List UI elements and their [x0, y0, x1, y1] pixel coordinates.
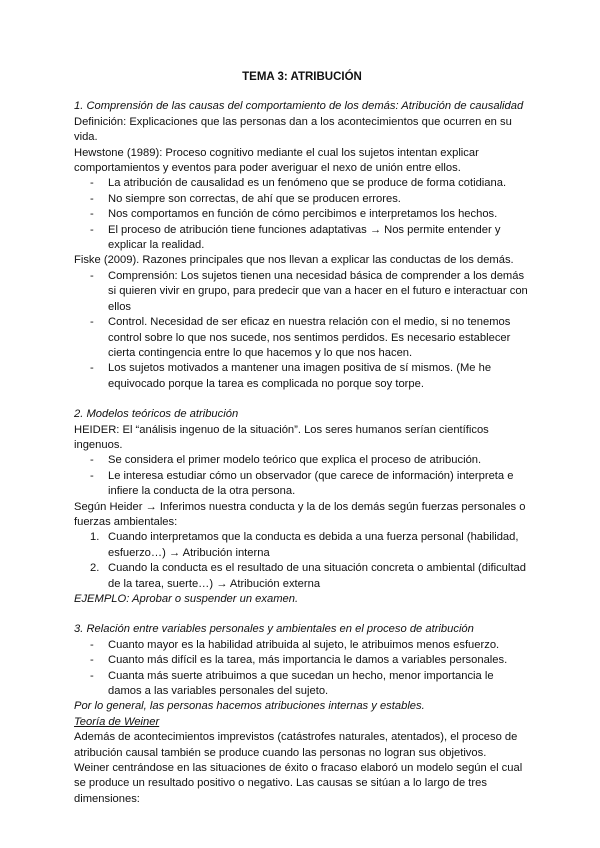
list-item: - Comprensión: Los sujetos tienen una necesidad básica de comprender a los demás si quieren vivir en grupo, para predecir que van a hacer en el futuro e interactuar con ellos: [74, 269, 530, 315]
list-item: - Control. Necesidad de ser eficaz en nuestra relación con el medio, si no tenemos control sobre lo que nos sucede, nos sentimos perdidos. Es necesario establecer cierta contingencia entre lo que hacemos y lo que nos hacen.: [74, 315, 530, 361]
list-item: - Se considera el primer modelo teórico que explica el proceso de atribución.: [74, 453, 530, 468]
example-line: EJEMPLO: Aprobar o suspender un examen.: [74, 593, 299, 605]
fiske-paragraph: Fiske (2009). Razones principales que nos llevan a explicar las conductas de los demás.: [74, 254, 514, 267]
segun-heider-paragraph: Según Heider → Inferimos nuestra conducta y la de los demás según fuerzas personales o fuerzas ambientales:: [74, 500, 526, 528]
list-item: - Los sujetos motivados a mantener una imagen positiva de sí mismos. (Me he equivocado porque la tarea es complicada no porque soy torpe.: [74, 361, 530, 392]
list-item: - No siempre son correctas, de ahí que se producen errores.: [74, 192, 530, 207]
section-2-heading: 2. Modelos teóricos de atribución: [74, 408, 239, 421]
section-1-heading: 1. Comprensión de las causas del comportamiento de los demás: Atribución de causalidad: [74, 100, 524, 113]
numbered-list: [74, 530, 530, 592]
list-text: Cuando la conducta es el resultado de una situación concreta o ambiental (dificultad de la tarea, suerte…) → Atribución externa: [108, 562, 526, 590]
list-item: - Cuanto más difícil es la tarea, más importancia le damos a variables personales.: [74, 653, 530, 668]
section-3-heading: 3. Relación entre variables personales y ambientales en el proceso de atribución: [74, 623, 474, 636]
hewstone-paragraph: Hewstone (1989): Proceso cognitivo mediante el cual los sujetos intentan explicar comportamientos y eventos para poder averiguar el nexo de unión entre ellos.: [74, 146, 479, 175]
list-item: - Le interesa estudiar cómo un observador (que carece de información) interpreta e infiere la conducta de la otra persona.: [74, 469, 530, 500]
section-3-list: [74, 638, 530, 700]
list-item: [74, 530, 530, 561]
list-item: - Cuanto mayor es la habilidad atribuida al sujeto, le atribuimos menos esfuerzo.: [74, 638, 530, 653]
document-page: [74, 70, 530, 807]
list-item: - La atribución de causalidad es un fenómeno que se produce de forma cotidiana.: [74, 176, 530, 191]
fiske-list: [74, 269, 530, 392]
list-item: - El proceso de atribución tiene funciones adaptativas → Nos permite entender y explicar la realidad.: [74, 223, 530, 254]
section-1-list: [74, 176, 530, 253]
list-number: 1.: [90, 531, 100, 544]
list-number: 2.: [90, 562, 100, 575]
list-item: [74, 561, 530, 592]
general-statement: Por lo general, las personas hacemos atribuciones internas y estables.: [74, 700, 425, 713]
list-item: - Nos comportamos en función de cómo percibimos e interpretamos los hechos.: [74, 207, 530, 222]
weiner-paragraph-1: Además de acontecimientos imprevistos (catástrofes naturales, atentados), el proceso de atribución causal también se produce cuando las personas no logran sus objetivos.: [74, 731, 518, 759]
list-item: - Cuanta más suerte atribuimos a que sucedan un hecho, menor importancia le damos a las variables personales del sujeto.: [74, 669, 530, 700]
heider-paragraph: HEIDER: El “análisis ingenuo de la situación”. Los seres humanos serían científicos ingenuos.: [74, 423, 489, 451]
definition-paragraph: Definición: Explicaciones que las personas dan a los acontecimientos que ocurren en su vida.: [74, 115, 512, 144]
page-title: TEMA 3: ATRIBUCIÓN: [242, 71, 362, 83]
section-2-list: [74, 453, 530, 499]
list-text: Cuando interpretamos que la conducta es debida a una fuerza personal (habilidad, esfuerzo…) → Atribución interna: [108, 531, 519, 559]
weiner-paragraph-2: Weiner centrándose en las situaciones de éxito o fracaso elaboró un modelo según el cual se produce un resultado positivo o negativo. Las causas se sitúan a lo largo de tres dimensiones:: [74, 762, 523, 805]
weiner-subheading: Teoría de Weiner: [74, 715, 160, 728]
